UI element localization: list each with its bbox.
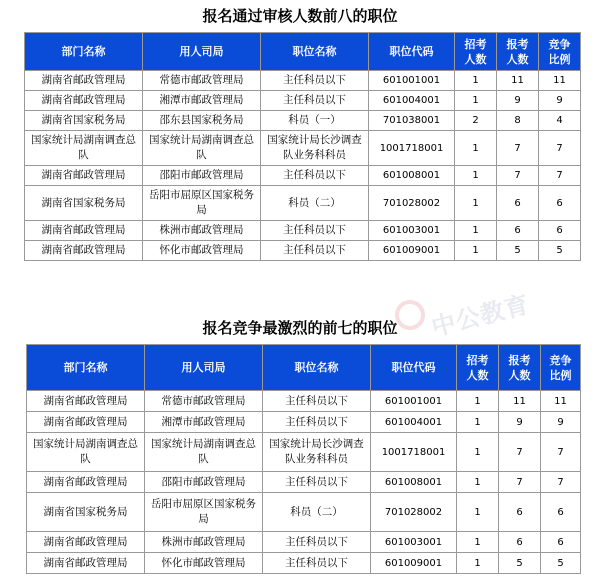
position-name-cell: 科员（一） <box>261 111 369 131</box>
bureau-cell: 邵东县国家税务局 <box>143 111 261 131</box>
ratio-cell: 5 <box>541 553 581 574</box>
department-cell: 湖南省邮政管理局 <box>25 166 143 186</box>
department-cell: 国家统计局湖南调查总队 <box>27 433 145 472</box>
ratio-cell: 6 <box>539 186 581 221</box>
quota-cell: 1 <box>457 472 499 493</box>
header-position-name: 职位名称 <box>263 345 371 391</box>
bureau-cell: 邵阳市邮政管理局 <box>143 166 261 186</box>
department-cell: 湖南省邮政管理局 <box>27 412 145 433</box>
quota-cell: 1 <box>455 131 497 166</box>
table-header-row <box>25 33 581 71</box>
applicants-cell: 11 <box>497 71 539 91</box>
section-title: 报名竞争最激烈的前七的职位 <box>202 319 398 337</box>
section-title: 报名通过审核人数前八的职位 <box>202 7 398 25</box>
quota-cell: 1 <box>457 493 499 532</box>
position-name-cell: 国家统计局长沙调查队业务科科员 <box>261 131 369 166</box>
table-row <box>25 71 581 91</box>
quota-cell: 1 <box>455 166 497 186</box>
quota-cell: 1 <box>457 433 499 472</box>
ratio-cell: 6 <box>539 221 581 241</box>
table-row <box>25 221 581 241</box>
department-cell: 湖南省邮政管理局 <box>27 553 145 574</box>
position-name-cell: 主任科员以下 <box>263 391 371 412</box>
header-applicants: 报考 人数 <box>497 33 539 71</box>
ratio-cell: 9 <box>539 91 581 111</box>
department-cell: 湖南省国家税务局 <box>27 493 145 532</box>
table-row <box>27 391 581 412</box>
position-code-cell: 601009001 <box>369 241 455 261</box>
ratio-cell: 7 <box>541 472 581 493</box>
department-cell: 湖南省国家税务局 <box>25 186 143 221</box>
applicants-cell: 9 <box>497 91 539 111</box>
position-code-cell: 601004001 <box>369 91 455 111</box>
applicants-cell: 5 <box>497 241 539 261</box>
department-cell: 湖南省国家税务局 <box>25 111 143 131</box>
position-name-cell: 主任科员以下 <box>261 91 369 111</box>
table-row <box>25 131 581 166</box>
ratio-cell: 4 <box>539 111 581 131</box>
positions-table-top-applicants <box>24 32 581 261</box>
position-code-cell: 601003001 <box>371 532 457 553</box>
department-cell: 湖南省邮政管理局 <box>27 472 145 493</box>
position-code-cell: 601004001 <box>371 412 457 433</box>
position-code-cell: 601008001 <box>371 472 457 493</box>
ratio-cell: 9 <box>541 412 581 433</box>
bureau-cell: 湘潭市邮政管理局 <box>143 91 261 111</box>
applicants-cell: 6 <box>499 532 541 553</box>
position-name-cell: 主任科员以下 <box>263 472 371 493</box>
table-row <box>25 186 581 221</box>
applicants-cell: 5 <box>499 553 541 574</box>
quota-cell: 1 <box>457 391 499 412</box>
header-ratio: 竞争 比例 <box>539 33 581 71</box>
header-position-code: 职位代码 <box>371 345 457 391</box>
position-code-cell: 601001001 <box>371 391 457 412</box>
quota-cell: 1 <box>455 186 497 221</box>
position-name-cell: 主任科员以下 <box>261 221 369 241</box>
department-cell: 湖南省邮政管理局 <box>25 221 143 241</box>
table-row <box>27 553 581 574</box>
position-code-cell: 1001718001 <box>369 131 455 166</box>
position-code-cell: 601001001 <box>369 71 455 91</box>
bureau-cell: 株洲市邮政管理局 <box>145 532 263 553</box>
position-name-cell: 主任科员以下 <box>263 412 371 433</box>
table-row <box>25 241 581 261</box>
header-ratio: 竞争 比例 <box>541 345 581 391</box>
bureau-cell: 怀化市邮政管理局 <box>145 553 263 574</box>
position-name-cell: 主任科员以下 <box>261 166 369 186</box>
table-row <box>27 532 581 553</box>
bureau-cell: 怀化市邮政管理局 <box>143 241 261 261</box>
quota-cell: 1 <box>455 91 497 111</box>
applicants-cell: 11 <box>499 391 541 412</box>
table-row <box>27 493 581 532</box>
applicants-cell: 7 <box>497 166 539 186</box>
bureau-cell: 国家统计局湖南调查总队 <box>143 131 261 166</box>
position-code-cell: 1001718001 <box>371 433 457 472</box>
bureau-cell: 常德市邮政管理局 <box>145 391 263 412</box>
header-quota: 招考 人数 <box>457 345 499 391</box>
applicants-cell: 6 <box>497 186 539 221</box>
position-code-cell: 601003001 <box>369 221 455 241</box>
position-code-cell: 701038001 <box>369 111 455 131</box>
quota-cell: 1 <box>455 71 497 91</box>
table-row <box>27 412 581 433</box>
applicants-cell: 8 <box>497 111 539 131</box>
position-code-cell: 701028002 <box>371 493 457 532</box>
ratio-cell: 7 <box>539 131 581 166</box>
ratio-cell: 11 <box>541 391 581 412</box>
positions-table-most-competitive <box>26 344 581 574</box>
header-bureau: 用人司局 <box>143 33 261 71</box>
bureau-cell: 国家统计局湖南调查总队 <box>145 433 263 472</box>
header-quota: 招考 人数 <box>455 33 497 71</box>
department-cell: 湖南省邮政管理局 <box>27 532 145 553</box>
position-name-cell: 主任科员以下 <box>263 532 371 553</box>
department-cell: 湖南省邮政管理局 <box>25 241 143 261</box>
position-name-cell: 主任科员以下 <box>261 71 369 91</box>
quota-cell: 1 <box>457 412 499 433</box>
applicants-cell: 7 <box>497 131 539 166</box>
position-name-cell: 科员（二） <box>263 493 371 532</box>
position-code-cell: 601008001 <box>369 166 455 186</box>
bureau-cell: 岳阳市屈原区国家税务局 <box>145 493 263 532</box>
header-bureau: 用人司局 <box>145 345 263 391</box>
quota-cell: 2 <box>455 111 497 131</box>
department-cell: 湖南省邮政管理局 <box>25 71 143 91</box>
table-body <box>25 71 581 261</box>
ratio-cell: 6 <box>541 532 581 553</box>
ratio-cell: 7 <box>539 166 581 186</box>
table-row <box>27 433 581 472</box>
position-name-cell: 科员（二） <box>261 186 369 221</box>
bureau-cell: 湘潭市邮政管理局 <box>145 412 263 433</box>
header-position-code: 职位代码 <box>369 33 455 71</box>
position-code-cell: 601009001 <box>371 553 457 574</box>
applicants-cell: 9 <box>499 412 541 433</box>
position-name-cell: 主任科员以下 <box>261 241 369 261</box>
position-code-cell: 701028002 <box>369 186 455 221</box>
header-department: 部门名称 <box>25 33 143 71</box>
department-cell: 国家统计局湖南调查总队 <box>25 131 143 166</box>
quota-cell: 1 <box>455 221 497 241</box>
position-name-cell: 主任科员以下 <box>263 553 371 574</box>
watermark: 中公教育 <box>428 290 533 342</box>
bureau-cell: 常德市邮政管理局 <box>143 71 261 91</box>
table-header-row <box>27 345 581 391</box>
table-body <box>27 391 581 574</box>
table-row <box>25 91 581 111</box>
ratio-cell: 5 <box>539 241 581 261</box>
bureau-cell: 邵阳市邮政管理局 <box>145 472 263 493</box>
quota-cell: 1 <box>457 553 499 574</box>
header-applicants: 报考 人数 <box>499 345 541 391</box>
applicants-cell: 6 <box>497 221 539 241</box>
ratio-cell: 7 <box>541 433 581 472</box>
quota-cell: 1 <box>455 241 497 261</box>
quota-cell: 1 <box>457 532 499 553</box>
table-row <box>27 472 581 493</box>
ratio-cell: 6 <box>541 493 581 532</box>
position-name-cell: 国家统计局长沙调查队业务科科员 <box>263 433 371 472</box>
header-department: 部门名称 <box>27 345 145 391</box>
applicants-cell: 6 <box>499 493 541 532</box>
department-cell: 湖南省邮政管理局 <box>25 91 143 111</box>
bureau-cell: 株洲市邮政管理局 <box>143 221 261 241</box>
bureau-cell: 岳阳市屈原区国家税务局 <box>143 186 261 221</box>
ratio-cell: 11 <box>539 71 581 91</box>
applicants-cell: 7 <box>499 433 541 472</box>
header-position-name: 职位名称 <box>261 33 369 71</box>
table-row <box>25 111 581 131</box>
table-row <box>25 166 581 186</box>
applicants-cell: 7 <box>499 472 541 493</box>
department-cell: 湖南省邮政管理局 <box>27 391 145 412</box>
